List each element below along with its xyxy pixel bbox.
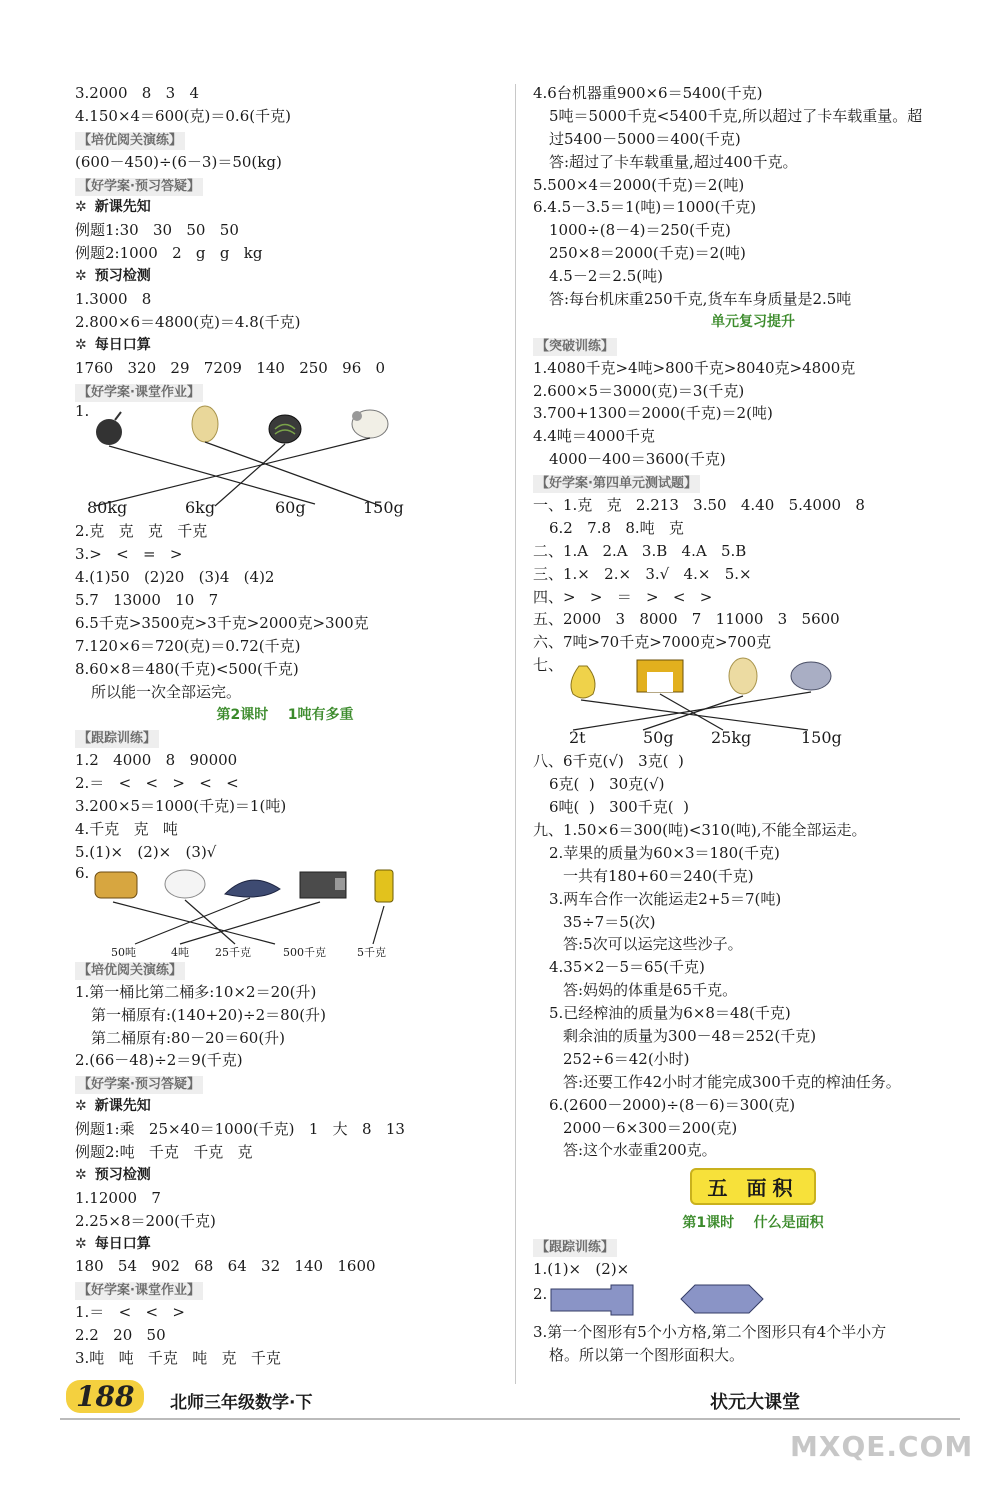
- flower-icon: ✲: [75, 1166, 87, 1183]
- answer-line: 答:5次可以运完这些沙子。: [563, 935, 743, 954]
- question-number: 2.: [533, 1284, 548, 1303]
- footer-rule: [60, 1418, 960, 1420]
- answer-line: 8.60×8＝480(千克)<500(千克): [75, 659, 299, 678]
- answer-line: 五、2000 3 8000 7 11000 3 5600: [533, 610, 840, 629]
- section-label: 【好学案·课堂作业】: [75, 384, 203, 402]
- weight-label: 60g: [275, 498, 306, 518]
- section-label: 【培优阅关演练】: [75, 132, 185, 150]
- answer-line: 答:还要工作42小时才能完成300千克的榨油任务。: [563, 1072, 901, 1091]
- answer-line: 252÷6＝42(小时): [563, 1049, 690, 1068]
- flower-icon: ✲: [75, 199, 87, 216]
- book-title: 北师三年级数学·下: [170, 1393, 313, 1413]
- answer-line: 1.12000 7: [75, 1188, 161, 1207]
- section-label: 【培优阅关演练】: [75, 962, 185, 980]
- answer-line: 1000÷(8－4)＝250(千克): [549, 221, 731, 240]
- answer-line: 3.2000 8 3 4: [75, 84, 200, 102]
- whale-icon: [225, 880, 280, 897]
- answer-line: 1.第一桶比第二桶多:10×2＝20(升): [75, 982, 317, 1001]
- subheading: 预习检测: [94, 1166, 151, 1183]
- watermark: MXQE.COM: [790, 1430, 974, 1463]
- answer-line: 九、1.50×6＝300(吨)<310(吨),不能全部运走。: [533, 820, 867, 839]
- unit-review-title: 单元复习提升: [711, 313, 795, 330]
- answer-line: 剩余油的质量为300－48＝252(千克): [563, 1026, 817, 1045]
- answer-line: 所以能一次全部运完。: [91, 682, 242, 701]
- answer-line: 4000－400＝3600(千克): [549, 450, 726, 469]
- weight-label: 80kg: [87, 498, 128, 518]
- area-shapes-art: [547, 1281, 807, 1321]
- answer-line: 5.500×4＝2000(千克)＝2(吨): [533, 175, 745, 194]
- answer-line: 1.4080千克>4吨>800千克>8040克>4800克: [533, 358, 856, 377]
- flower-icon: ✲: [75, 336, 87, 353]
- subheading: 新课先知: [94, 1098, 151, 1115]
- answer-line: 5吨＝5000千克<5400千克,所以超过了卡车载重量。超: [549, 106, 923, 125]
- shape-one-icon: [551, 1285, 633, 1315]
- flower-icon: ✲: [75, 268, 87, 285]
- answer-line: 2.苹果的质量为60×3＝180(千克): [549, 843, 780, 862]
- answer-line: 5.7 13000 10 7: [75, 591, 219, 610]
- weight-label: 25kg: [711, 728, 752, 748]
- section-label: 【跟踪训练】: [75, 730, 159, 748]
- answer-line: 4.5－2＝2.5(吨): [549, 267, 663, 286]
- weight-label: 500千克: [283, 945, 326, 959]
- weight-label: 6kg: [185, 498, 216, 518]
- answer-line: 一、1.克 克 2.213 3.50 4.40 5.4000 8: [533, 496, 865, 515]
- answer-line: 答:妈妈的体重是65千克。: [563, 981, 738, 1000]
- egg-icon: [192, 406, 218, 442]
- answer-line: 3.吨 吨 千克 吨 克 千克: [75, 1348, 281, 1367]
- matching-diagram-objects: [533, 654, 973, 750]
- oil-bottle-icon: [375, 870, 393, 902]
- bomb-icon: [96, 419, 122, 445]
- answer-line: 三、1.× 2.× 3.√ 4.× 5.×: [533, 564, 752, 583]
- answer-line: 4.150×4＝600(克)＝0.6(千克): [75, 106, 291, 125]
- answer-line: 答:超过了卡车载重量,超过400千克。: [549, 152, 798, 171]
- pear-icon: [571, 666, 595, 698]
- area-shapes-row: [533, 1281, 973, 1321]
- answer-line: 3.第一个图形有5个小方格,第二个图形只有4个半小方: [533, 1322, 887, 1341]
- answer-line: 1.3000 8: [75, 290, 152, 309]
- answer-line: 6克( ) 30克(√): [549, 775, 665, 794]
- watermelon-icon: [269, 415, 301, 443]
- page-footer: [60, 1378, 960, 1426]
- answer-line: 答:这个水壶重200克。: [563, 1141, 717, 1160]
- brand-name: 状元大课堂: [710, 1392, 800, 1413]
- answer-line: 4.4吨＝4000千克: [533, 427, 656, 446]
- answer-line: 3.> < = >: [75, 545, 183, 564]
- answer-line: 2.2 20 50: [75, 1326, 166, 1345]
- answer-line: 例题2:吨 千克 千克 克: [75, 1142, 253, 1161]
- answer-line: 一共有180+60＝240(千克): [563, 866, 754, 885]
- answer-line: 6.4.5－3.5＝1(吨)＝1000(千克): [533, 198, 757, 217]
- answer-line: 格。所以第一个图形面积大。: [549, 1345, 745, 1364]
- answer-line: 6.(2600－2000)÷(8－6)＝300(克): [549, 1095, 796, 1114]
- answer-line: 八、6千克(√) 3克( ): [533, 752, 684, 771]
- weight-label: 25千克: [215, 945, 251, 959]
- weight-label: 150g: [363, 498, 404, 518]
- answer-line: 2.25×8＝200(千克): [75, 1211, 216, 1230]
- answer-line: 3.700+1300＝2000(千克)＝2(吨): [533, 404, 773, 423]
- answer-line: 4.千克 克 吨: [75, 820, 178, 839]
- answer-line: (600－450)÷(6－3)＝50(kg): [75, 152, 282, 171]
- answer-line: 180 54 902 68 64 32 140 1600: [75, 1257, 376, 1276]
- right-column: [533, 82, 973, 1367]
- answer-line: 6吨( ) 300千克( ): [549, 798, 689, 817]
- question-number: 七、: [533, 656, 564, 675]
- subheading: 每日口算: [94, 1235, 151, 1252]
- weight-label: 50吨: [111, 945, 136, 959]
- question-number: 1.: [75, 402, 90, 421]
- subheading: 新课先知: [94, 199, 151, 216]
- cow-icon: [95, 872, 137, 898]
- answer-line: 2.(66－48)÷2＝9(千克): [75, 1051, 243, 1070]
- answer-line: 六、7吨>70千克>7000克>700克: [533, 633, 772, 652]
- answer-line: 第一桶原有:(140+20)÷2＝80(升): [91, 1005, 326, 1024]
- weight-label: 2t: [569, 728, 586, 748]
- weight-label: 50g: [643, 728, 674, 748]
- answer-line: 例题1:30 30 50 50: [75, 221, 239, 240]
- matching-diagram-animals: [75, 864, 495, 958]
- matching-diagram-weights: [75, 402, 495, 520]
- elephant-icon: [791, 662, 831, 690]
- answer-line: 1760 320 29 7209 140 250 96 0: [75, 358, 386, 377]
- answer-line: 3.200×5＝1000(千克)＝1(吨): [75, 797, 287, 816]
- answer-line: 1.(1)× (2)×: [533, 1260, 630, 1279]
- answer-line: 5.(1)× (2)× (3)√: [75, 842, 217, 861]
- lesson-title: 第2课时 1吨有多重: [216, 706, 354, 723]
- left-column: [75, 82, 495, 1370]
- egg-icon: [729, 658, 757, 694]
- subheading: 每日口算: [94, 336, 151, 353]
- weight-label: 4吨: [171, 945, 189, 959]
- shape-two-icon: [681, 1285, 763, 1313]
- section-label: 【突破训练】: [533, 338, 617, 356]
- answer-line: 2.800×6＝4800(克)＝4.8(千克): [75, 312, 301, 331]
- answer-line: 例题1:乘 25×40＝1000(千克) 1 大 8 13: [75, 1120, 405, 1139]
- weight-label: 5千克: [357, 945, 386, 959]
- answer-line: 3.两车合作一次能运走2+5＝7(吨): [549, 889, 782, 908]
- column-divider: [515, 84, 516, 1384]
- answer-line: 2.600×5＝3000(克)＝3(千克): [533, 381, 745, 400]
- answer-line: 1.2 4000 8 90000: [75, 751, 238, 770]
- answer-line: 2000－6×300＝200(克): [563, 1118, 738, 1137]
- question-number: 6.: [75, 863, 90, 882]
- answer-line: 6.2 7.8 8.吨 克: [549, 518, 684, 537]
- weight-label: 150g: [801, 728, 842, 748]
- section-label: 【好学案·预习答疑】: [75, 1076, 203, 1094]
- answer-line: 6.5千克>3500克>3千克>2000克>300克: [75, 614, 369, 633]
- section-label: 【好学案·第四单元测试题】: [533, 475, 700, 493]
- answer-line: 250×8＝2000(千克)＝2(吨): [549, 244, 746, 263]
- answer-line: 2.克 克 克 千克: [75, 522, 208, 541]
- answer-line: 答:每台机床重250千克,货车车身质量是2.5吨: [549, 290, 852, 309]
- answer-line: 4.35×2－5＝65(千克): [549, 958, 705, 977]
- section-label: 【跟踪训练】: [533, 1239, 617, 1257]
- section-label: 【好学案·课堂作业】: [75, 1282, 203, 1300]
- unit-title-badge: 五 面积: [690, 1168, 817, 1205]
- page-number: 188: [66, 1380, 144, 1413]
- answer-line: 2.＝ < < > < <: [75, 774, 239, 793]
- answer-line: 过5400－5000＝400(千克): [549, 129, 741, 148]
- subheading: 预习检测: [94, 268, 151, 285]
- flower-icon: ✲: [75, 1235, 87, 1252]
- answer-line: 例题2:1000 2 g g kg: [75, 244, 263, 263]
- section-label: 【好学案·预习答疑】: [75, 178, 203, 196]
- answer-line: 35÷7＝5(次): [563, 912, 656, 931]
- flower-icon: ✲: [75, 1098, 87, 1115]
- answer-line: 5.已经榨油的质量为6×8＝48(千克): [549, 1004, 791, 1023]
- goat-icon: [165, 870, 205, 898]
- answer-line: 二、1.A 2.A 3.B 4.A 5.B: [533, 541, 747, 560]
- answer-line: 1.＝ < < >: [75, 1303, 185, 1322]
- answer-line: 第二桶原有:80－20＝60(升): [91, 1028, 286, 1047]
- answer-line: 4.(1)50 (2)20 (3)4 (4)2: [75, 568, 275, 587]
- answer-line: 四、> > ＝ > < >: [533, 587, 713, 606]
- answer-line: 7.120×6＝720(克)＝0.72(千克): [75, 636, 301, 655]
- lesson-title: 第1课时 什么是面积: [682, 1215, 824, 1232]
- answer-line: 4.6台机器重900×6＝5400(千克): [533, 84, 763, 102]
